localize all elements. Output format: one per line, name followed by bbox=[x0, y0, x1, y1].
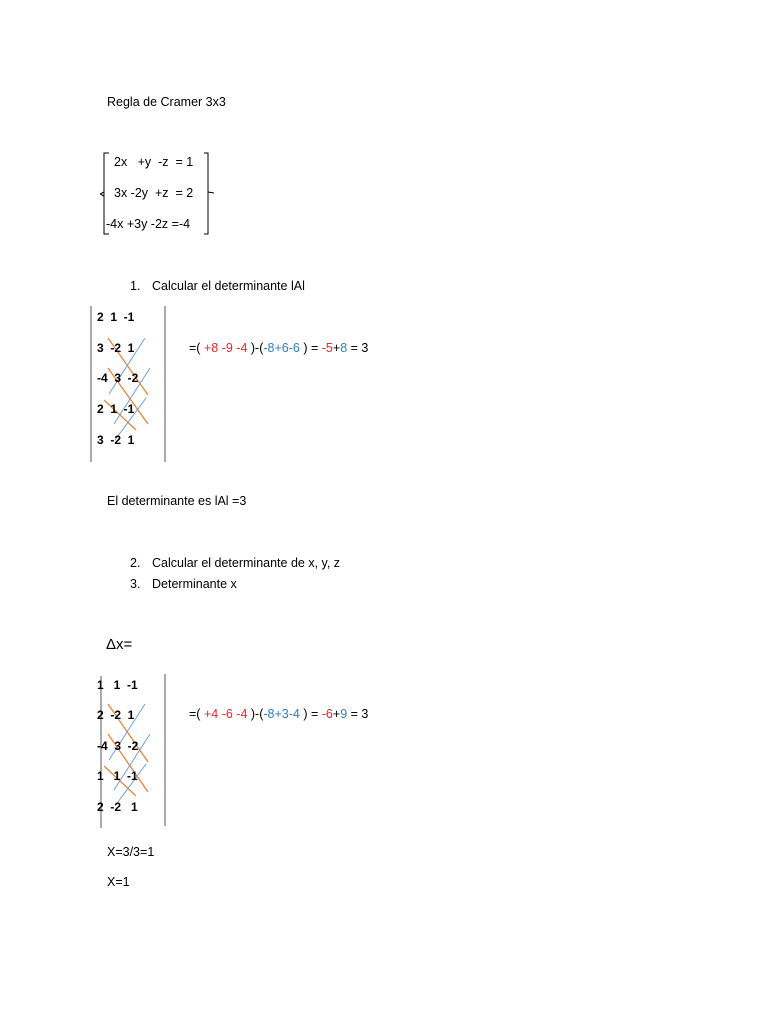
calc-text: ) = bbox=[299, 707, 322, 721]
calc-text: ) = bbox=[299, 341, 322, 355]
matrix-row: 1 1 -1 bbox=[97, 678, 138, 692]
positive-term: +4 bbox=[203, 707, 219, 721]
matrix-row: 1 1 -1 bbox=[97, 769, 138, 783]
equation-3: -4x +3y -2z =-4 bbox=[106, 217, 191, 231]
step-3 bbox=[130, 577, 237, 591]
calc-text: + bbox=[332, 707, 341, 721]
determinant-a bbox=[90, 306, 180, 462]
sum-red: -6 bbox=[321, 707, 333, 721]
delta-x-label: Δx= bbox=[106, 636, 133, 653]
sum-blue: 8 bbox=[340, 341, 348, 355]
positive-term: -4 bbox=[236, 341, 248, 355]
negative-terms: -8+3-4 bbox=[263, 707, 300, 721]
step-number: 1. bbox=[130, 279, 141, 293]
step-number: 3. bbox=[130, 577, 141, 591]
positive-term: -4 bbox=[236, 707, 248, 721]
calc-text: + bbox=[332, 341, 341, 355]
sum-red: -5 bbox=[321, 341, 333, 355]
step-1 bbox=[130, 279, 305, 293]
calc-text: )-( bbox=[247, 341, 264, 355]
x-result: X=1 bbox=[107, 875, 130, 889]
positive-term: +8 bbox=[203, 341, 219, 355]
matrix-row: -4 3 -2 bbox=[97, 739, 139, 753]
equation-2: 3x -2y +z = 2 bbox=[114, 186, 194, 200]
matrix-row: 2 1 -1 bbox=[97, 402, 135, 416]
matrix-row: 2 -2 1 bbox=[97, 708, 135, 722]
determinant-x bbox=[90, 672, 180, 830]
page-title: Regla de Cramer 3x3 bbox=[107, 95, 226, 109]
matrix-row: 2 1 -1 bbox=[97, 310, 135, 324]
sum-blue: 9 bbox=[340, 707, 348, 721]
matrix-row: 3 -2 1 bbox=[97, 433, 135, 447]
calc-text: )-( bbox=[247, 707, 264, 721]
determinant-a-calculation bbox=[189, 341, 368, 355]
calc-result: = 3 bbox=[347, 341, 369, 355]
determinant-x-calculation bbox=[189, 707, 368, 721]
equation-system bbox=[100, 150, 218, 236]
positive-term: -9 bbox=[221, 341, 233, 355]
equation-1: 2x +y -z = 1 bbox=[114, 155, 194, 169]
step-text: Calcular el determinante de x, y, z bbox=[152, 556, 341, 570]
calc-text: =( bbox=[189, 707, 204, 721]
step-2 bbox=[130, 556, 340, 570]
step-number: 2. bbox=[130, 556, 141, 570]
matrix-row: 2 -2 1 bbox=[97, 800, 138, 814]
determinant-statement: El determinante es lAl =3 bbox=[107, 494, 247, 508]
negative-terms: -8+6-6 bbox=[263, 341, 300, 355]
step-text: Calcular el determinante lAl bbox=[152, 279, 305, 293]
step-text: Determinante x bbox=[152, 577, 237, 591]
positive-term: -6 bbox=[221, 707, 233, 721]
x-fraction: X=3/3=1 bbox=[107, 845, 155, 859]
matrix-row: -4 3 -2 bbox=[97, 371, 139, 385]
calc-result: = 3 bbox=[347, 707, 369, 721]
matrix-row: 3 -2 1 bbox=[97, 341, 135, 355]
calc-text: =( bbox=[189, 341, 204, 355]
